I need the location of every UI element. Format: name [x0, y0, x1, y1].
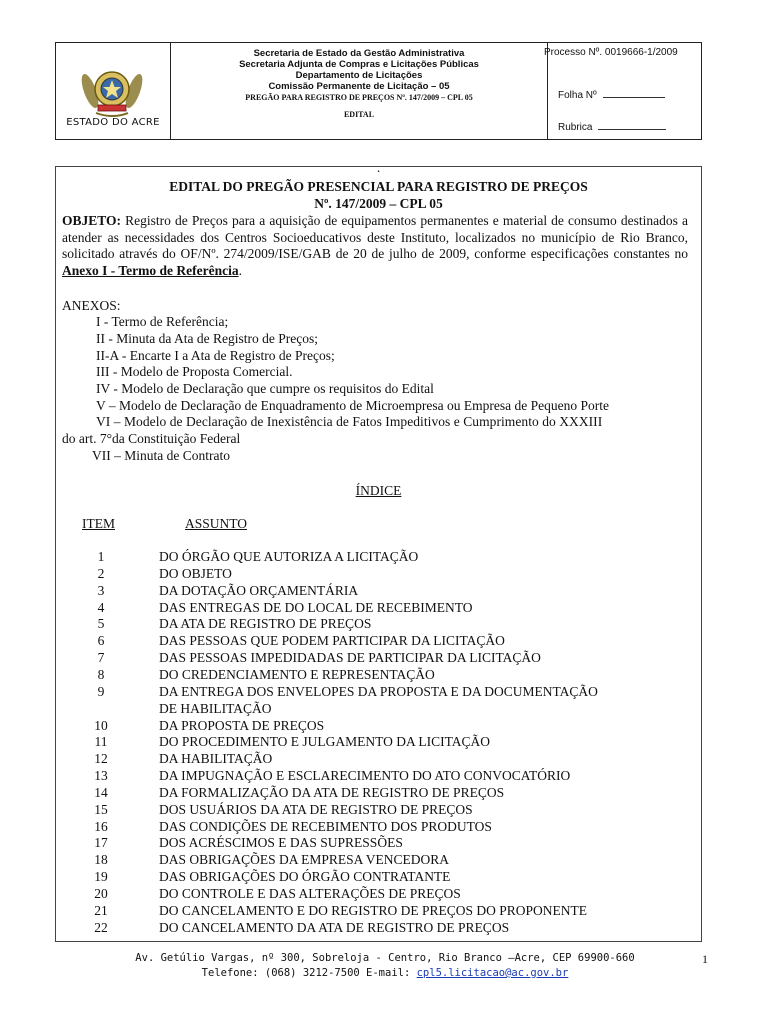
index-item-number: 1	[97, 549, 105, 564]
index-item-number: 2	[97, 565, 105, 581]
footer-phone: Telefone: (068) 3212-7500 E-mail:	[201, 967, 417, 979]
index-item-subject: DA FORMALIZAÇÃO DA ATA DE REGISTRO DE PREÇOS	[159, 784, 505, 800]
index-item-subject: DAS OBRIGAÇÕES DA EMPRESA VENCEDORA	[159, 852, 450, 868]
footer-email-link[interactable]: cpl5.licitacao@ac.gov.br	[416, 967, 569, 979]
document-title: EDITAL DO PREGÃO PRESENCIAL PARA REGISTRO DE PREÇOS	[169, 179, 588, 194]
objeto-label: OBJETO:	[62, 213, 122, 228]
header-crest-cell	[56, 43, 171, 139]
index-item-number: 16	[94, 818, 108, 834]
index-item-number: 3	[97, 582, 105, 598]
index-item-number: 6	[97, 633, 105, 649]
objeto-annex-link: Anexo I - Termo de Referência	[62, 262, 239, 278]
annex-item: III - Modelo de Proposta Comercial.	[96, 364, 293, 379]
index-item-subject: DAS PESSOAS IMPEDIDADAS DE PARTICIPAR DA LICITAÇÃO	[159, 650, 541, 666]
index-item-number: 14	[94, 784, 108, 800]
page-number: 1	[702, 952, 708, 966]
index-item-subject: DOS USUÁRIOS DA ATA DE REGISTRO DE PREÇOS	[159, 801, 473, 817]
header-line: Secretaria de Estado da Gestão Administrativa	[253, 48, 465, 59]
index-title: ÍNDICE	[355, 483, 402, 498]
index-item-subject: DO ÓRGÃO QUE AUTORIZA A LICITAÇÃO	[159, 549, 419, 564]
index-item-number: 13	[94, 768, 108, 784]
index-item-subject: DA HABILITAÇÃO	[159, 751, 273, 767]
index-item-number: 10	[94, 717, 108, 733]
header-line: Departamento de Licitações	[295, 70, 423, 81]
header-institution	[170, 43, 548, 139]
index-item-number: 9	[97, 683, 105, 699]
index-item-header: ITEM	[82, 516, 115, 531]
index-item-subject: DE HABILITAÇÃO	[159, 700, 272, 716]
index-item-subject: DAS OBRIGAÇÕES DO ÓRGÃO CONTRATANTE	[159, 869, 451, 885]
index-item-number: 7	[97, 650, 105, 666]
index-item-subject: DA DOTAÇÃO ORÇAMENTÁRIA	[159, 582, 359, 598]
folha-label: Folha Nº	[558, 90, 597, 101]
index-item-subject: DOS ACRÉSCIMOS E DAS SUPRESSÕES	[159, 835, 403, 851]
index-item-subject: DA ENTREGA DOS ENVELOPES DA PROPOSTA E DA DOCUMENTAÇÃO	[159, 683, 598, 699]
anexos-label: ANEXOS:	[62, 298, 121, 313]
index-item-subject: DO CREDENCIAMENTO E REPRESENTAÇÃO	[159, 666, 435, 682]
folha-blank	[603, 89, 665, 98]
header-line: Comissão Permanente de Licitação – 05	[268, 81, 450, 92]
index-subject-header: ASSUNTO	[185, 516, 248, 531]
objeto-paragraph	[62, 213, 688, 279]
document-header	[55, 42, 702, 140]
rubrica-field	[558, 121, 666, 133]
index-item-subject: DO OBJETO	[159, 565, 232, 581]
index-item-number: 12	[94, 751, 108, 767]
header-process-cell	[544, 43, 701, 139]
annex-item: VII – Minuta de Contrato	[92, 448, 230, 463]
annex-item: VI – Modelo de Declaração de Inexistência de Fatos Impeditivos e Cumprimento do XXXIII	[96, 414, 603, 429]
index-item-number: 4	[97, 599, 105, 615]
index-item-subject: DA ATA DE REGISTRO DE PREÇOS	[159, 616, 372, 632]
index-item-number: 17	[94, 835, 108, 851]
footer-contact	[0, 967, 770, 979]
index-item-subject: DO CANCELAMENTO DA ATA DE REGISTRO DE PREÇOS	[159, 919, 510, 935]
index-item-subject: DA IMPUGNAÇÃO E ESCLARECIMENTO DO ATO CONVOCATÓRIO	[159, 768, 571, 784]
rubrica-label: Rubrica	[558, 122, 593, 133]
objeto-text: Registro de Preços para a aquisição de equipamentos permanentes e material de consumo destinados a atender as necessidades dos Centros Socioeducativos deste Instituto, localizados no município de Rio Branco, solicitado através do OF/Nº. 274/2009/ISE/GAB de 20 de julho de 2009, conforme especificações constantes no	[62, 213, 688, 261]
index-item-number: 8	[97, 666, 105, 682]
index-item-number: 20	[94, 886, 108, 901]
annex-item: I - Termo de Referência;	[96, 314, 229, 329]
annex-item: IV - Modelo de Declaração que cumpre os requisitos do Edital	[96, 381, 434, 396]
index-item-subject: DAS ENTREGAS DE DO LOCAL DE RECEBIMENTO	[159, 599, 473, 615]
index-item-number: 19	[94, 869, 108, 885]
index-item-subject: DO CONTROLE E DAS ALTERAÇÕES DE PREÇOS	[159, 886, 461, 901]
header-line: EDITAL	[343, 110, 375, 119]
index-item-subject: DO PROCEDIMENTO E JULGAMENTO DA LICITAÇÃO	[159, 734, 491, 750]
index-item-number: 18	[94, 852, 108, 868]
index-item-number: 15	[94, 801, 108, 817]
state-label: ESTADO DO ACRE	[66, 117, 160, 128]
objeto-end: .	[238, 262, 242, 278]
folha-field	[558, 89, 665, 101]
index-item-number: 11	[94, 734, 108, 750]
body-dot: .	[376, 160, 381, 175]
index-item-subject: DAS CONDIÇÕES DE RECEBIMENTO DOS PRODUTOS	[159, 818, 492, 834]
index-item-subject: DO CANCELAMENTO E DO REGISTRO DE PREÇOS DO PROPONENTE	[159, 902, 588, 918]
index-item-subject: DAS PESSOAS QUE PODEM PARTICIPAR DA LICITAÇÃO	[159, 633, 505, 649]
index-item-number: 5	[97, 616, 105, 632]
annex-item: II-A - Encarte I a Ata de Registro de Preços;	[96, 348, 335, 363]
rubrica-blank	[598, 121, 666, 130]
header-line: PREGÃO PARA REGISTRO DE PREÇOS Nº. 147/2009 – CPL 05	[245, 93, 473, 102]
annex-item-continuation: do art. 7°da Constituição Federal	[62, 431, 241, 446]
index-item-number: 22	[94, 919, 108, 935]
index-item-number: 21	[94, 902, 108, 918]
process-number: Processo Nº. 0019666-1/2009	[544, 47, 678, 58]
annex-item: V – Modelo de Declaração de Enquadramento de Microempresa ou Empresa de Pequeno Porte	[96, 398, 609, 413]
header-line: Secretaria Adjunta de Compras e Licitações Públicas	[239, 59, 479, 70]
document-number: Nº. 147/2009 – CPL 05	[314, 196, 443, 211]
annex-item: II - Minuta da Ata de Registro de Preços;	[96, 331, 318, 346]
footer-address: Av. Getúlio Vargas, nº 300, Sobreloja - Centro, Rio Branco –Acre, CEP 69900-660	[135, 952, 635, 964]
index-item-subject: DA PROPOSTA DE PREÇOS	[159, 717, 325, 733]
